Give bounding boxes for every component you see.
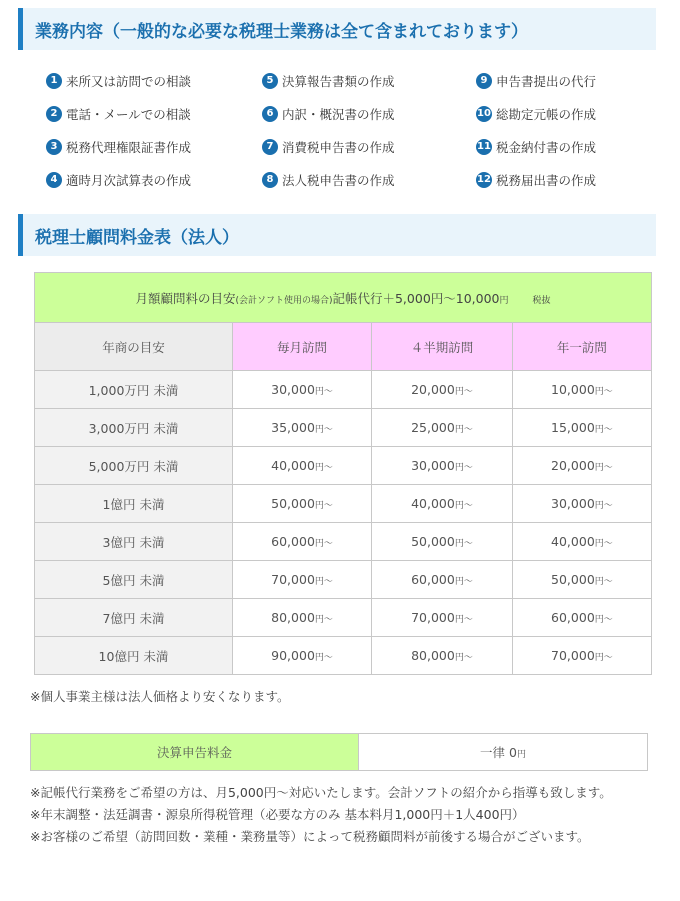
cell-revenue: 7億円 未満 (35, 599, 233, 637)
table-row (35, 561, 652, 599)
service-item (262, 130, 476, 163)
settlement-row (31, 734, 648, 771)
cell-quarterly: 80,000円〜 (372, 637, 513, 675)
number-badge-icon: 7 (262, 139, 278, 155)
cell-quarterly: 20,000円〜 (372, 371, 513, 409)
cell-yearly: 15,000円〜 (512, 409, 651, 447)
cell-yearly: 70,000円〜 (512, 637, 651, 675)
services-title: 業務内容（一般的な必要な税理士業務は全て含まれております） (35, 21, 528, 42)
table-row (35, 637, 652, 675)
service-item (476, 97, 646, 130)
header-revenue: 年商の目安 (35, 323, 233, 371)
service-label: 申告書提出の代行 (496, 73, 597, 89)
caption-extra: 記帳代行＋5,000円〜10,000 (332, 290, 500, 306)
service-label: 総勘定元帳の作成 (496, 106, 597, 122)
service-item (46, 97, 262, 130)
table-row (35, 523, 652, 561)
service-label: 消費税申告書の作成 (282, 139, 395, 155)
table-row (35, 485, 652, 523)
cell-quarterly: 30,000円〜 (372, 447, 513, 485)
header-quarterly: ４半期訪問 (372, 323, 513, 371)
notes (30, 782, 660, 848)
cell-yearly: 40,000円〜 (512, 523, 651, 561)
caption-tax: 税抜 (532, 295, 551, 306)
settlement-label: 決算申告料金 (31, 734, 359, 771)
caption-yen: 円 (499, 295, 509, 306)
header-yearly: 年一訪問 (512, 323, 651, 371)
table-row (35, 599, 652, 637)
cell-monthly: 50,000円〜 (233, 485, 372, 523)
fees-title: 税理士顧問料金表（法人） (35, 227, 239, 248)
cell-monthly: 40,000円〜 (233, 447, 372, 485)
service-item (262, 97, 476, 130)
cell-yearly: 60,000円〜 (512, 599, 651, 637)
cell-quarterly: 25,000円〜 (372, 409, 513, 447)
number-badge-icon: 2 (46, 106, 62, 122)
services-list (46, 64, 646, 196)
fee-table-header-row (35, 323, 652, 371)
cell-yearly: 50,000円〜 (512, 561, 651, 599)
service-item (476, 64, 646, 97)
cell-yearly: 30,000円〜 (512, 485, 651, 523)
cell-monthly: 70,000円〜 (233, 561, 372, 599)
cell-yearly: 10,000円〜 (512, 371, 651, 409)
table-row (35, 371, 652, 409)
note-item: ※年末調整・法廷調書・源泉所得税管理（必要な方のみ 基本料月1,000円＋1人400円） (30, 807, 525, 822)
cell-revenue: 5億円 未満 (35, 561, 233, 599)
service-label: 決算報告書類の作成 (282, 73, 395, 89)
cell-monthly: 80,000円〜 (233, 599, 372, 637)
caption-main: 月額顧問料の目安 (135, 290, 236, 306)
cell-monthly: 30,000円〜 (233, 371, 372, 409)
service-item (476, 163, 646, 196)
fee-table (34, 272, 652, 675)
service-label: 電話・メールでの相談 (66, 106, 191, 122)
number-badge-icon: 12 (476, 172, 492, 188)
service-item (262, 64, 476, 97)
service-label: 適時月次試算表の作成 (66, 172, 192, 188)
cell-monthly: 60,000円〜 (233, 523, 372, 561)
service-item (46, 163, 262, 196)
service-label: 法人税申告書の作成 (282, 172, 395, 188)
service-item (262, 163, 476, 196)
fee-table-caption-row (35, 273, 652, 323)
cell-yearly: 20,000円〜 (512, 447, 651, 485)
service-label: 税務届出書の作成 (496, 172, 597, 188)
caption-small: (会計ソフト使用の場合) (235, 295, 333, 306)
cell-revenue: 1,000万円 未満 (35, 371, 233, 409)
number-badge-icon: 8 (262, 172, 278, 188)
number-badge-icon: 11 (476, 139, 492, 155)
cell-revenue: 5,000万円 未満 (35, 447, 233, 485)
table-row (35, 409, 652, 447)
service-item (476, 130, 646, 163)
personal-note: ※個人事業主様は法人価格より安くなります。 (30, 689, 290, 704)
number-badge-icon: 10 (476, 106, 492, 122)
number-badge-icon: 6 (262, 106, 278, 122)
fees-heading (18, 214, 656, 256)
service-item (46, 130, 262, 163)
services-heading (18, 8, 656, 50)
cell-monthly: 90,000円〜 (233, 637, 372, 675)
note-item: ※記帳代行業務をご希望の方は、月5,000円〜対応いたします。会計ソフトの紹介から指導も致します。 (30, 785, 612, 800)
cell-revenue: 1億円 未満 (35, 485, 233, 523)
service-label: 税務代理権限証書作成 (66, 139, 192, 155)
note-item: ※お客様のご希望（訪問回数・業種・業務量等）によって税務顧問料が前後する場合がございます。 (30, 829, 590, 844)
cell-quarterly: 50,000円〜 (372, 523, 513, 561)
number-badge-icon: 9 (476, 73, 492, 89)
cell-quarterly: 70,000円〜 (372, 599, 513, 637)
cell-monthly: 35,000円〜 (233, 409, 372, 447)
number-badge-icon: 4 (46, 172, 62, 188)
settlement-value: 一律 0円 (359, 734, 648, 771)
fee-table-caption (35, 273, 652, 323)
number-badge-icon: 5 (262, 73, 278, 89)
service-item (46, 64, 262, 97)
cell-quarterly: 60,000円〜 (372, 561, 513, 599)
settlement-table (30, 733, 648, 771)
service-label: 内訳・概況書の作成 (282, 106, 395, 122)
number-badge-icon: 1 (46, 73, 62, 89)
service-label: 来所又は訪問での相談 (66, 73, 192, 89)
number-badge-icon: 3 (46, 139, 62, 155)
cell-revenue: 3,000万円 未満 (35, 409, 233, 447)
cell-revenue: 10億円 未満 (35, 637, 233, 675)
service-label: 税金納付書の作成 (496, 139, 597, 155)
header-monthly: 毎月訪問 (233, 323, 372, 371)
cell-quarterly: 40,000円〜 (372, 485, 513, 523)
cell-revenue: 3億円 未満 (35, 523, 233, 561)
table-row (35, 447, 652, 485)
